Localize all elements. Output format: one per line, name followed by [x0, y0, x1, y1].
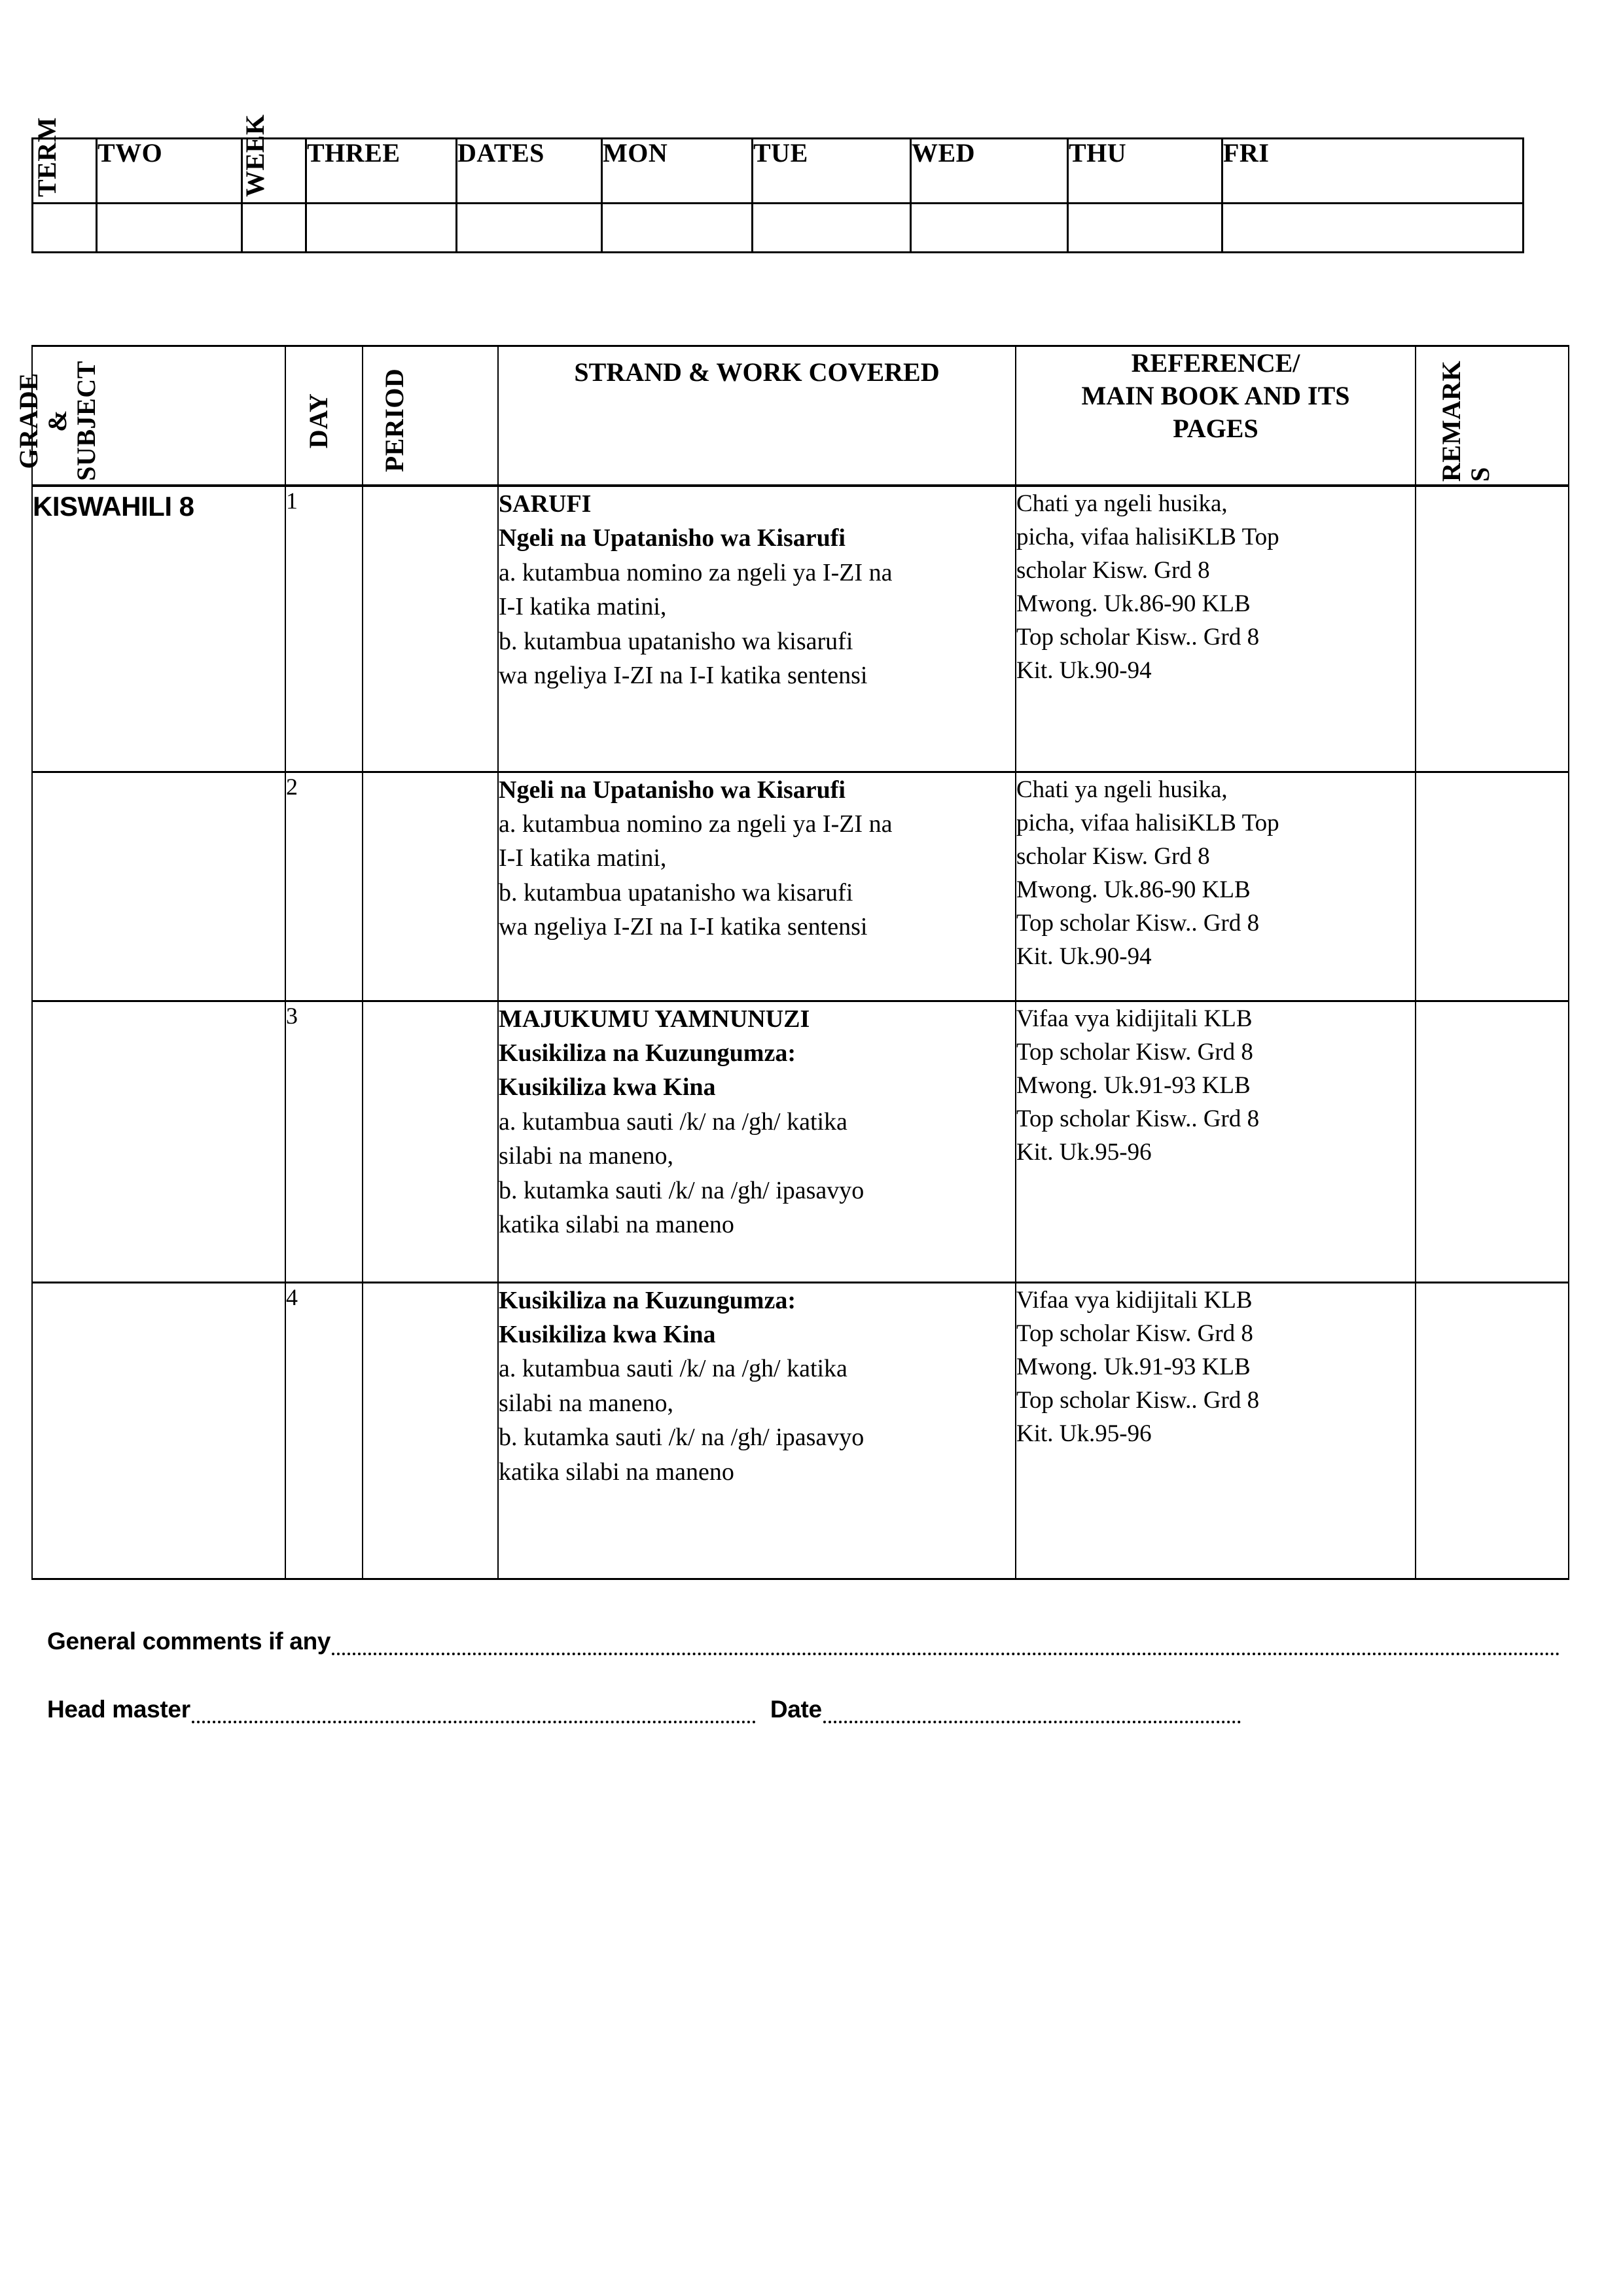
- period-header-label: PERIOD: [380, 368, 409, 473]
- reference-cell[interactable]: [1016, 486, 1416, 772]
- reference-line: Chati ya ngeli husika,: [1016, 490, 1228, 517]
- strand-cell[interactable]: [498, 1282, 1016, 1579]
- reference-line: Top scholar Kisw. Grd 8: [1016, 1319, 1253, 1347]
- general-comments-label: General comments if any: [47, 1628, 331, 1655]
- day-cell[interactable]: 4: [285, 1282, 363, 1579]
- fri-header-cell: FRI: [1222, 139, 1524, 204]
- strand-plain-line: katika silabi na maneno: [499, 1458, 734, 1486]
- reference-header-line3: PAGES: [1173, 414, 1258, 443]
- strand-bold-line: Kusikiliza na Kuzungumza:: [499, 1286, 796, 1314]
- reference-line: Mwong. Uk.86-90 KLB: [1016, 876, 1251, 903]
- reference-line: Top scholar Kisw. Grd 8: [1016, 1038, 1253, 1066]
- reference-header-line1: REFERENCE/: [1131, 348, 1300, 378]
- table-row: [32, 1001, 1569, 1282]
- remarks-cell[interactable]: [1416, 772, 1569, 1001]
- strand-bold-line: Ngeli na Upatanisho wa Kisarufi: [499, 776, 846, 804]
- grade-subject-header: [14, 346, 285, 486]
- period-cell[interactable]: [363, 1282, 498, 1579]
- general-comments-row: [47, 1628, 1572, 1655]
- week-spacer-cell: [242, 204, 306, 253]
- strand-cell[interactable]: [498, 1001, 1016, 1282]
- strand-header: STRAND & WORK COVERED: [498, 346, 1016, 486]
- remarks-cell[interactable]: [1416, 486, 1569, 772]
- tue-header-cell: TUE: [753, 139, 911, 204]
- strand-plain-line: b. kutambua upatanisho wa kisarufi: [499, 878, 853, 906]
- date-label: Date: [770, 1696, 822, 1723]
- strand-plain-line: silabi na maneno,: [499, 1389, 673, 1417]
- table-row: [32, 772, 1569, 1001]
- thu-value-cell[interactable]: [1068, 204, 1222, 253]
- grade-subject-line3: SUBJECT: [71, 361, 101, 481]
- subject-cell[interactable]: KISWAHILI 8: [32, 486, 285, 772]
- remarks-cell[interactable]: [1416, 1282, 1569, 1579]
- scheme-table-header-row: [32, 346, 1569, 486]
- strand-plain-line: katika silabi na maneno: [499, 1211, 734, 1239]
- strand-plain-line: a. kutambua nomino za ngeli ya I-ZI na: [499, 558, 893, 586]
- reference-line: Vifaa vya kidijitali KLB: [1016, 1005, 1253, 1032]
- strand-bold-line: Kusikiliza kwa Kina: [499, 1320, 716, 1348]
- dates-value-cell[interactable]: [457, 204, 602, 253]
- reference-line: Top scholar Kisw.. Grd 8: [1016, 1386, 1260, 1414]
- table-row: [32, 1282, 1569, 1579]
- term-week-table: [31, 114, 1524, 253]
- reference-line: Top scholar Kisw.. Grd 8: [1016, 909, 1260, 937]
- grade-subject-line2: &: [43, 410, 72, 432]
- strand-plain-line: wa ngeliya I-ZI na I-I katika sentensi: [499, 913, 868, 941]
- reference-line: Kit. Uk.90-94: [1016, 942, 1152, 970]
- thu-header-cell: THU: [1068, 139, 1222, 204]
- grade-subject-line1: GRADE: [14, 372, 43, 469]
- reference-cell[interactable]: [1016, 772, 1416, 1001]
- remarks-header: [1416, 346, 1569, 486]
- dates-header-cell: DATES: [457, 139, 602, 204]
- reference-line: Kit. Uk.95-96: [1016, 1138, 1152, 1166]
- table-row: [32, 486, 1569, 772]
- strand-cell[interactable]: [498, 486, 1016, 772]
- term-label-cell: [32, 117, 97, 204]
- scheme-of-work-table: [14, 345, 1569, 1580]
- strand-cell[interactable]: [498, 772, 1016, 1001]
- reference-line: Kit. Uk.95-96: [1016, 1420, 1152, 1447]
- reference-cell[interactable]: [1016, 1001, 1416, 1282]
- strand-plain-line: wa ngeliya I-ZI na I-I katika sentensi: [499, 662, 868, 690]
- term-value-spacer-cell: [97, 204, 242, 253]
- strand-bold-line: Kusikiliza na Kuzungumza:: [499, 1039, 796, 1067]
- head-master-input[interactable]: [192, 1704, 756, 1723]
- day-cell[interactable]: 3: [285, 1001, 363, 1282]
- reference-line: picha, vifaa halisiKLB Top: [1016, 524, 1279, 551]
- reference-line: scholar Kisw. Grd 8: [1016, 557, 1210, 584]
- strand-plain-line: silabi na maneno,: [499, 1142, 673, 1170]
- strand-bold-line: SARUFI: [499, 490, 592, 518]
- week-value-cell[interactable]: THREE: [306, 139, 457, 204]
- strand-bold-line: Ngeli na Upatanisho wa Kisarufi: [499, 524, 846, 552]
- day-cell[interactable]: 2: [285, 772, 363, 1001]
- strand-bold-line: MAJUKUMU YAMNUNUZI: [499, 1005, 810, 1033]
- strand-plain-line: a. kutambua nomino za ngeli ya I-ZI na: [499, 810, 893, 838]
- head-master-row: [47, 1696, 1572, 1723]
- reference-line: scholar Kisw. Grd 8: [1016, 842, 1210, 870]
- date-input[interactable]: [823, 1704, 1241, 1723]
- strand-bold-line: Kusikiliza kwa Kina: [499, 1073, 716, 1102]
- reference-line: picha, vifaa halisiKLB Top: [1016, 809, 1279, 836]
- fri-value-cell[interactable]: [1222, 204, 1524, 253]
- reference-header: [1016, 346, 1416, 486]
- reference-line: Mwong. Uk.86-90 KLB: [1016, 590, 1251, 618]
- week-value-spacer-cell: [306, 204, 457, 253]
- strand-plain-line: b. kutamka sauti /k/ na /gh/ ipasavyo: [499, 1424, 865, 1452]
- strand-plain-line: a. kutambua sauti /k/ na /gh/ katika: [499, 1107, 847, 1136]
- reference-line: Vifaa vya kidijitali KLB: [1016, 1286, 1253, 1314]
- term-label: TERM: [32, 117, 62, 197]
- remarks-header-line2: S: [1465, 467, 1495, 482]
- week-label-cell: [240, 114, 306, 204]
- reference-cell[interactable]: [1016, 1282, 1416, 1579]
- reference-line: Kit. Uk.90-94: [1016, 657, 1152, 685]
- subject-cell[interactable]: [32, 1282, 285, 1579]
- reference-line: Mwong. Uk.91-93 KLB: [1016, 1071, 1251, 1099]
- strand-plain-line: a. kutambua sauti /k/ na /gh/ katika: [499, 1355, 847, 1383]
- day-header-label: DAY: [304, 393, 333, 449]
- reference-line: Chati ya ngeli husika,: [1016, 776, 1228, 803]
- reference-header-line2: MAIN BOOK AND ITS: [1081, 381, 1350, 410]
- period-cell[interactable]: [363, 486, 498, 772]
- reference-line: Top scholar Kisw.. Grd 8: [1016, 624, 1260, 651]
- period-header: [363, 346, 498, 486]
- subject-cell[interactable]: [32, 1001, 285, 1282]
- head-master-label: Head master: [47, 1696, 190, 1723]
- strand-plain-line: I-I katika matini,: [499, 844, 667, 872]
- remarks-cell[interactable]: [1416, 1001, 1569, 1282]
- strand-plain-line: b. kutamka sauti /k/ na /gh/ ipasavyo: [499, 1176, 865, 1204]
- mon-header-cell: MON: [602, 139, 753, 204]
- subject-cell[interactable]: [32, 772, 285, 1001]
- wed-value-cell[interactable]: [911, 204, 1068, 253]
- remarks-header-line1: REMARK: [1436, 360, 1466, 482]
- mon-value-cell[interactable]: [602, 204, 753, 253]
- day-header: [285, 346, 363, 486]
- strand-plain-line: I-I katika matini,: [499, 593, 667, 621]
- term-value-cell[interactable]: TWO: [97, 139, 242, 204]
- wed-header-cell: WED: [911, 139, 1068, 204]
- period-cell[interactable]: [363, 1001, 498, 1282]
- reference-line: Mwong. Uk.91-93 KLB: [1016, 1353, 1251, 1380]
- strand-plain-line: b. kutambua upatanisho wa kisarufi: [499, 627, 853, 655]
- reference-line: Top scholar Kisw.. Grd 8: [1016, 1105, 1260, 1132]
- week-label: WEEK: [240, 114, 270, 197]
- general-comments-input[interactable]: [332, 1636, 1560, 1655]
- term-spacer-cell: [33, 204, 97, 253]
- day-cell[interactable]: 1: [285, 486, 363, 772]
- tue-value-cell[interactable]: [753, 204, 911, 253]
- period-cell[interactable]: [363, 772, 498, 1001]
- footer-signature-block: [47, 1628, 1572, 1723]
